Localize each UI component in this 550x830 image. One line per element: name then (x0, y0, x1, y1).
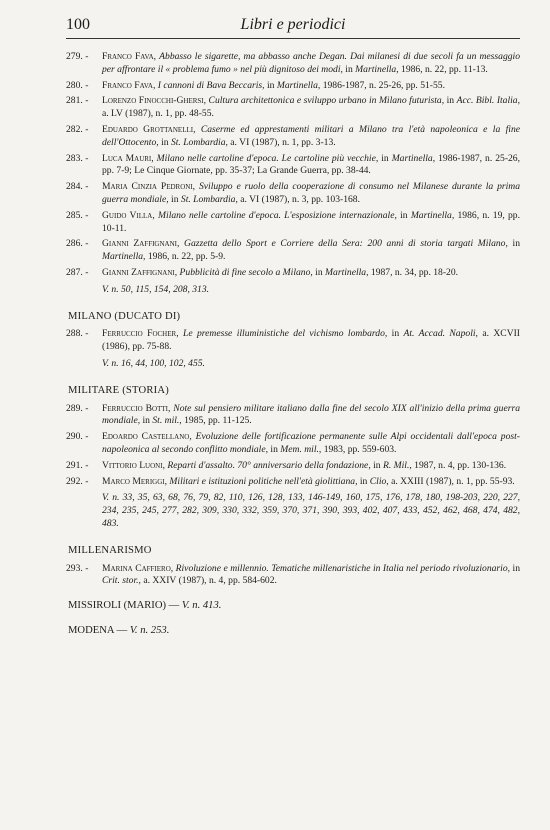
entry-author: Franco Fava (102, 51, 154, 62)
entry-text (102, 460, 520, 473)
entry-citation: , 1986, n. 22, pp. 5-9. (143, 251, 226, 263)
entry-text (102, 403, 520, 429)
entry-number: 287. - (66, 266, 89, 278)
xref-ref: V. n. 253. (129, 624, 170, 636)
entry-citation: , a. XXIII (1987), n. 1, pp. 55-93. (386, 475, 515, 487)
entry-title: Milano nelle cartoline d'epoca. L'esposizione internazionale, (158, 209, 397, 221)
entry-in: in (510, 562, 520, 574)
entry-number: 282. - (66, 123, 89, 135)
entry-journal: Martinella (276, 79, 318, 91)
entry-journal: Mem. mil. (280, 443, 319, 455)
entry-citation: , 1986, n. 19, pp. 10-11. (102, 209, 521, 234)
section-heading: MILANO (DUCATO DI) (68, 310, 181, 322)
entry-in: in (357, 475, 370, 487)
bibliography-entry (66, 238, 520, 264)
entry-journal: Martinella (325, 266, 367, 278)
cross-references: V. n. 16, 44, 100, 102, 455. (102, 357, 205, 369)
entry-in: in (396, 209, 411, 221)
bibliography (66, 51, 520, 638)
entry-citation: , a. LV (1987), n. 1, pp. 48-55. (102, 95, 521, 120)
bibliography-entry (66, 476, 520, 489)
entry-separator: , (167, 402, 174, 414)
entries-ducato (66, 328, 520, 354)
entry-author: Ferruccio Botti (102, 402, 168, 414)
entry-citation: , 1985, pp. 11-125. (179, 415, 252, 427)
entry-journal: St. Lombardia (170, 136, 226, 148)
entry-text (102, 238, 520, 264)
cross-reference-modena (66, 625, 520, 638)
entry-citation: , a. XCVII (1986), pp. 75-88. (102, 328, 521, 353)
entry-journal: Martinella (355, 63, 397, 75)
entry-citation: , 1986-1987, n. 25-26, pp. 51-55. (317, 79, 445, 91)
entry-separator: , (152, 79, 158, 91)
entry-in: in (387, 328, 404, 340)
entry-text (102, 431, 520, 457)
bibliography-entry (66, 51, 520, 77)
entry-citation: , 1986-1987, n. 25-26, pp. 7-9; Le Cinque Giornate, pp. 35-37; La Grande Guerra, pp. 38-44. (102, 152, 521, 177)
xref-term: MODENA (68, 624, 114, 636)
entry-text (102, 267, 520, 280)
bibliography-entry (66, 181, 520, 207)
entry-number: 284. - (66, 181, 89, 193)
entry-author: Lorenzo Finocchi-Ghersi (102, 95, 204, 107)
cross-reference-missiroli (66, 600, 520, 613)
entry-citation: , a. XXIV (1987), n. 4, pp. 584-602. (138, 575, 277, 587)
entry-in: in (264, 79, 277, 91)
entry-separator: , (153, 51, 160, 62)
entry-journal: Martinella (410, 209, 452, 221)
entry-text (102, 563, 520, 589)
entry-in: in (378, 152, 392, 164)
entries-millenarismo (66, 563, 520, 589)
entry-journal: R. Mil. (382, 459, 410, 471)
entry-number: 290. - (66, 431, 89, 443)
entry-number: 288. - (66, 328, 89, 340)
entry-title: Note sul pensiero militare italiano dalla fine del secolo XIX all'inizio della prima guerra mondiale, (102, 402, 520, 427)
entry-text (102, 153, 520, 179)
entry-number: 291. - (66, 459, 89, 471)
entry-title: Sviluppo e ruolo della cooperazione di consumo nel Milanese durante la prima guerra mondiale, (102, 181, 521, 205)
xref-term: MISSIROLI (MARIO) (68, 600, 166, 612)
entry-author: Guido Villa (102, 209, 153, 221)
entry-citation: , 1987, n. 34, pp. 18-20. (366, 266, 459, 278)
entry-journal: Martinella (391, 152, 433, 164)
entry-citation: , 1983, pp. 559-603. (318, 443, 397, 455)
entry-in: in (140, 415, 153, 427)
entry-number: 286. - (66, 238, 89, 250)
bibliography-entry (66, 460, 520, 473)
entry-in: in (158, 136, 171, 148)
entry-in: in (342, 63, 356, 75)
xref-dash: — (166, 600, 182, 612)
entry-title: Le premesse illuministiche del vichismo lombardo, (182, 328, 388, 340)
section-heading: MILITARE (STORIA) (68, 384, 169, 396)
entry-in: in (507, 238, 520, 250)
entry-number: 293. - (66, 562, 89, 574)
entry-title: Caserme ed apprestamenti militari a Milano tra l'età napoleonica e la fine dell'Ottocento, (102, 123, 521, 148)
entry-title: I cannoni di Bava Beccaris, (157, 79, 265, 91)
entry-separator: , (162, 459, 168, 471)
entry-author: Maria Cinzia Pedroni (102, 181, 193, 193)
entry-separator: , (176, 328, 183, 340)
entry-author: Gianni Zaffignani (102, 266, 175, 278)
entry-in: in (444, 95, 457, 107)
entry-number: 281. - (66, 95, 89, 107)
entry-text (102, 210, 520, 236)
bibliography-entry (66, 153, 520, 179)
entry-author: Vittorio Luoni (102, 459, 163, 471)
entry-journal: At. Accad. Napoli (403, 328, 476, 340)
entry-title: Militari e istituzioni politiche nell'età giolittiana, (169, 475, 358, 487)
entry-title: Abbasso le sigarette, ma abbasso anche Degan. Dai milanesi di due secoli fa un messaggio per affrontare il « problema fumo » nel più dignitoso dei modi, (102, 51, 520, 75)
entry-citation: , 1987, n. 4, pp. 130-136. (409, 459, 507, 471)
entry-citation: , a. VI (1987), n. 3, pp. 103-168. (235, 193, 360, 205)
entry-journal: Martinella (102, 251, 144, 263)
entry-title: Pubblicità di fine secolo a Milano, (179, 266, 313, 278)
entry-journal: Acc. Bibl. Italia (456, 95, 518, 107)
entry-number: 289. - (66, 402, 89, 414)
page-header (66, 16, 520, 39)
bibliography-entry (66, 124, 520, 150)
entries-militare (66, 403, 520, 489)
entry-title: Reparti d'assalto. 70° anniversario della fondazione, (167, 459, 371, 471)
entry-journal: St. Lombardia (180, 193, 236, 205)
entry-separator: , (193, 123, 201, 135)
entry-separator: , (189, 431, 196, 443)
entry-number: 279. - (66, 51, 89, 62)
entry-author: Franco Fava (102, 79, 153, 91)
entry-author: Marina Caffiero (102, 562, 171, 574)
bibliography-entry (66, 403, 520, 429)
entry-citation: , a. VI (1987), n. 1, pp. 3-13. (225, 136, 336, 148)
entry-journal: St. mil. (152, 415, 180, 427)
entry-author: Gianni Zaffignani (102, 238, 177, 250)
entry-number: 285. - (66, 209, 89, 221)
entry-in: in (268, 443, 281, 455)
entry-number: 292. - (66, 475, 89, 487)
entry-journal: Crit. stor. (102, 575, 139, 587)
entry-in: in (312, 266, 326, 278)
entry-separator: , (152, 209, 159, 221)
entry-journal: Clio (369, 475, 387, 487)
entries-milano (66, 51, 520, 280)
bibliography-entry (66, 80, 520, 93)
entry-separator: , (164, 475, 170, 487)
entry-separator: , (203, 95, 209, 107)
entry-author: Luca Mauri (102, 152, 152, 164)
entry-title: Milano nelle cartoline d'epoca. Le cartoline più vecchie, (156, 152, 379, 164)
entry-text (102, 80, 520, 93)
entry-text (102, 51, 520, 77)
xref-dash: — (113, 624, 130, 636)
entry-author: Ferruccio Focher (102, 328, 177, 340)
entry-separator: , (174, 266, 180, 278)
running-title: Libri e periodici (240, 16, 346, 33)
cross-references: V. n. 33, 35, 63, 68, 76, 79, 82, 110, 126, 128, 133, 146-149, 160, 175, 176, 178, 180, 198-203, 220, 227, 234, 235, 245, 277, 282, 309, 330, 332, 359, 370, 371, 390, 393, 402, 407, 433, 452, 462, 468, 474, 482, 483. (102, 492, 520, 529)
entry-author: Edoardo Castellano (102, 431, 190, 443)
entry-title: Gazzetta dello Sport e Corriere della Sera: 200 anni di storia targati Milano, (184, 238, 508, 250)
entry-author: Eduardo Grottanelli (102, 123, 194, 135)
entry-text (102, 328, 520, 354)
entry-title: Cultura architettonica e sviluppo urbano in Milano futurista, (208, 95, 445, 107)
entry-in: in (370, 459, 383, 471)
entry-author: Marco Meriggi (102, 475, 165, 487)
xref-ref: V. n. 413. (181, 600, 222, 612)
entry-separator: , (192, 181, 199, 193)
entry-separator: , (170, 562, 176, 574)
bibliography-entry (66, 431, 520, 457)
entry-text (102, 124, 520, 150)
entry-separator: , (176, 238, 185, 250)
bibliography-entry (66, 267, 520, 280)
cross-references: V. n. 50, 115, 154, 208, 313. (102, 283, 210, 295)
bibliography-entry (66, 328, 520, 354)
bibliography-entry (66, 563, 520, 589)
bibliography-entry (66, 95, 520, 121)
page-number: 100 (66, 16, 90, 33)
entry-text (102, 95, 520, 121)
bibliography-entry (66, 210, 520, 236)
entry-title: Rivoluzione e millennio. Tematiche millenaristiche in Italia nel periodo rivoluzionario, (175, 562, 511, 574)
entry-number: 280. - (66, 79, 89, 91)
entry-in: in (168, 193, 181, 205)
entry-text (102, 476, 520, 489)
entry-text (102, 181, 520, 207)
entry-number: 283. - (66, 152, 89, 164)
section-heading: MILLENARISMO (68, 544, 152, 556)
entry-title: Evoluzione delle fortificazione permanente sulle Alpi occidentali dall'epoca post-napoleonica al secondo conflitto mondiale, (102, 431, 520, 455)
entry-separator: , (151, 152, 157, 164)
entry-citation: , 1986, n. 22, pp. 11-13. (396, 63, 488, 75)
